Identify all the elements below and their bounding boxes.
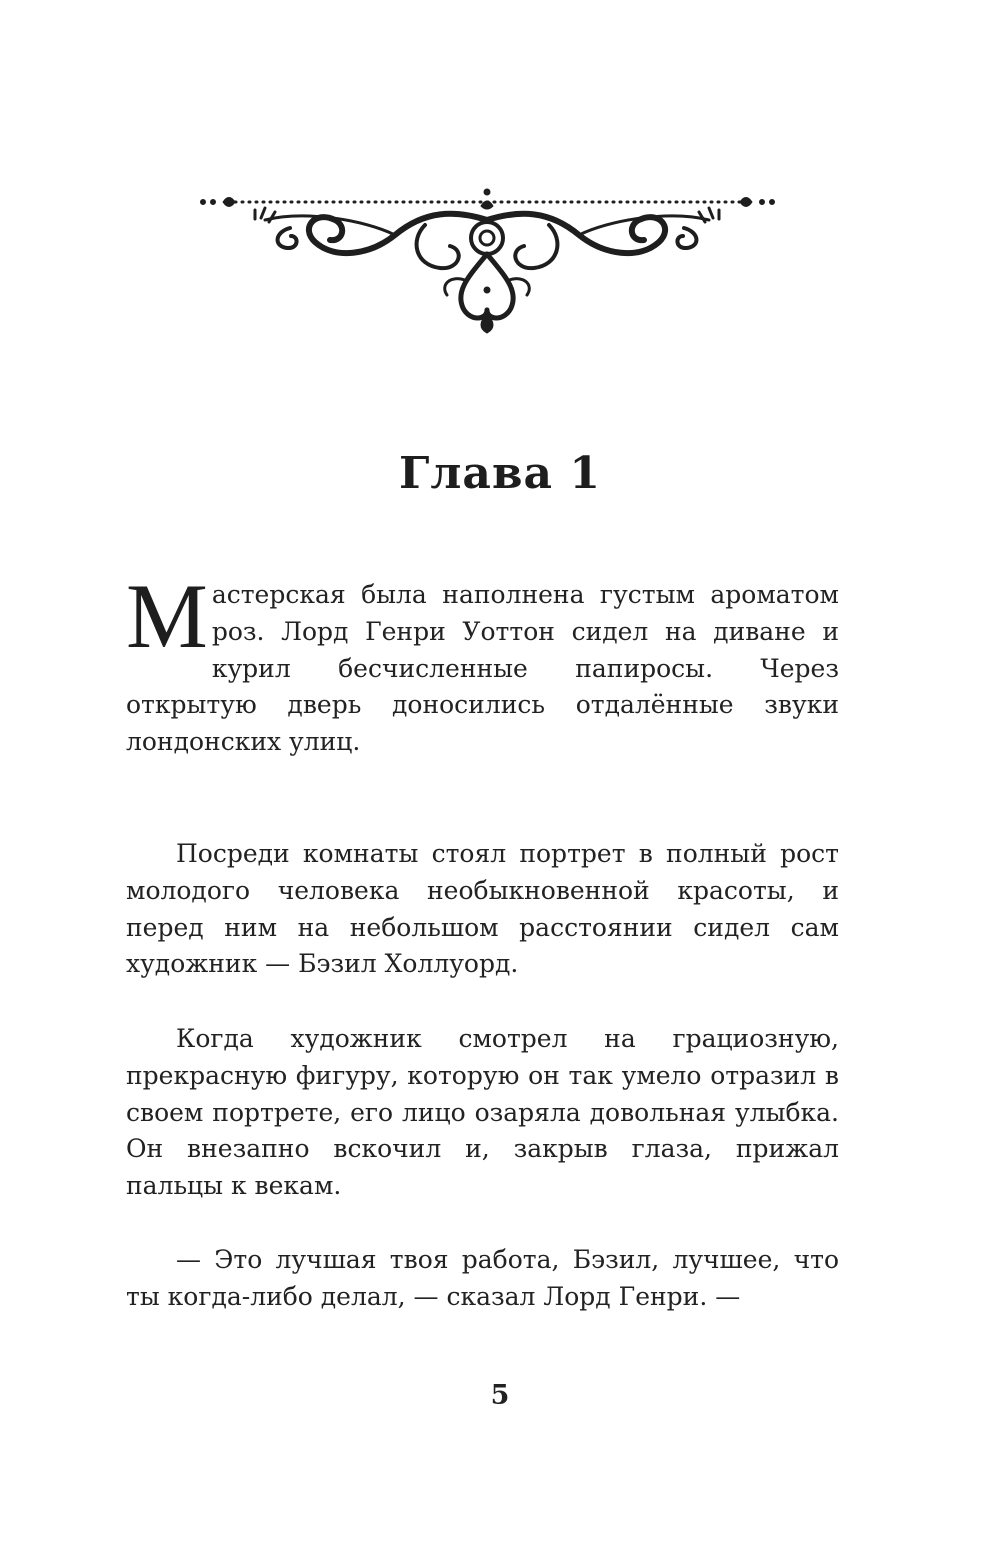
paragraph-2: Посреди комнаты стоял портрет в полный рост молодого человека необыкновенной красоты, и перед ним на небольшом расстоянии сидел сам художник — Бэзил Холлуорд. [126, 839, 839, 979]
drop-cap: М [126, 565, 208, 667]
paragraph-3: Когда художник смотрел на грациозную, прекрасную фигуру, которую он так умело отразил в своем портрете, его лицо озаряла довольная улыбка. Он внезапно вскочил и, закрыв глаза, прижал пальцы к векам. [126, 1024, 839, 1201]
chapter-title: Глава 1 [399, 448, 601, 499]
paragraph-4: — Это лучшая твоя работа, Бэзил, лучшее, что ты когда-либо делал, — сказал Лорд Генри. — [126, 1245, 839, 1311]
paragraph-first-text: астерская была наполнена густым ароматом роз. Лорд Генри Уоттон сидел на диване и курил бесчисленные папиросы. Через открытую дверь доносились отдалённые звуки лондонских улиц. [126, 580, 839, 757]
floral-scroll-ornament-icon [195, 180, 780, 335]
paragraph-first [126, 565, 839, 761]
page-number: 5 [490, 1380, 510, 1411]
